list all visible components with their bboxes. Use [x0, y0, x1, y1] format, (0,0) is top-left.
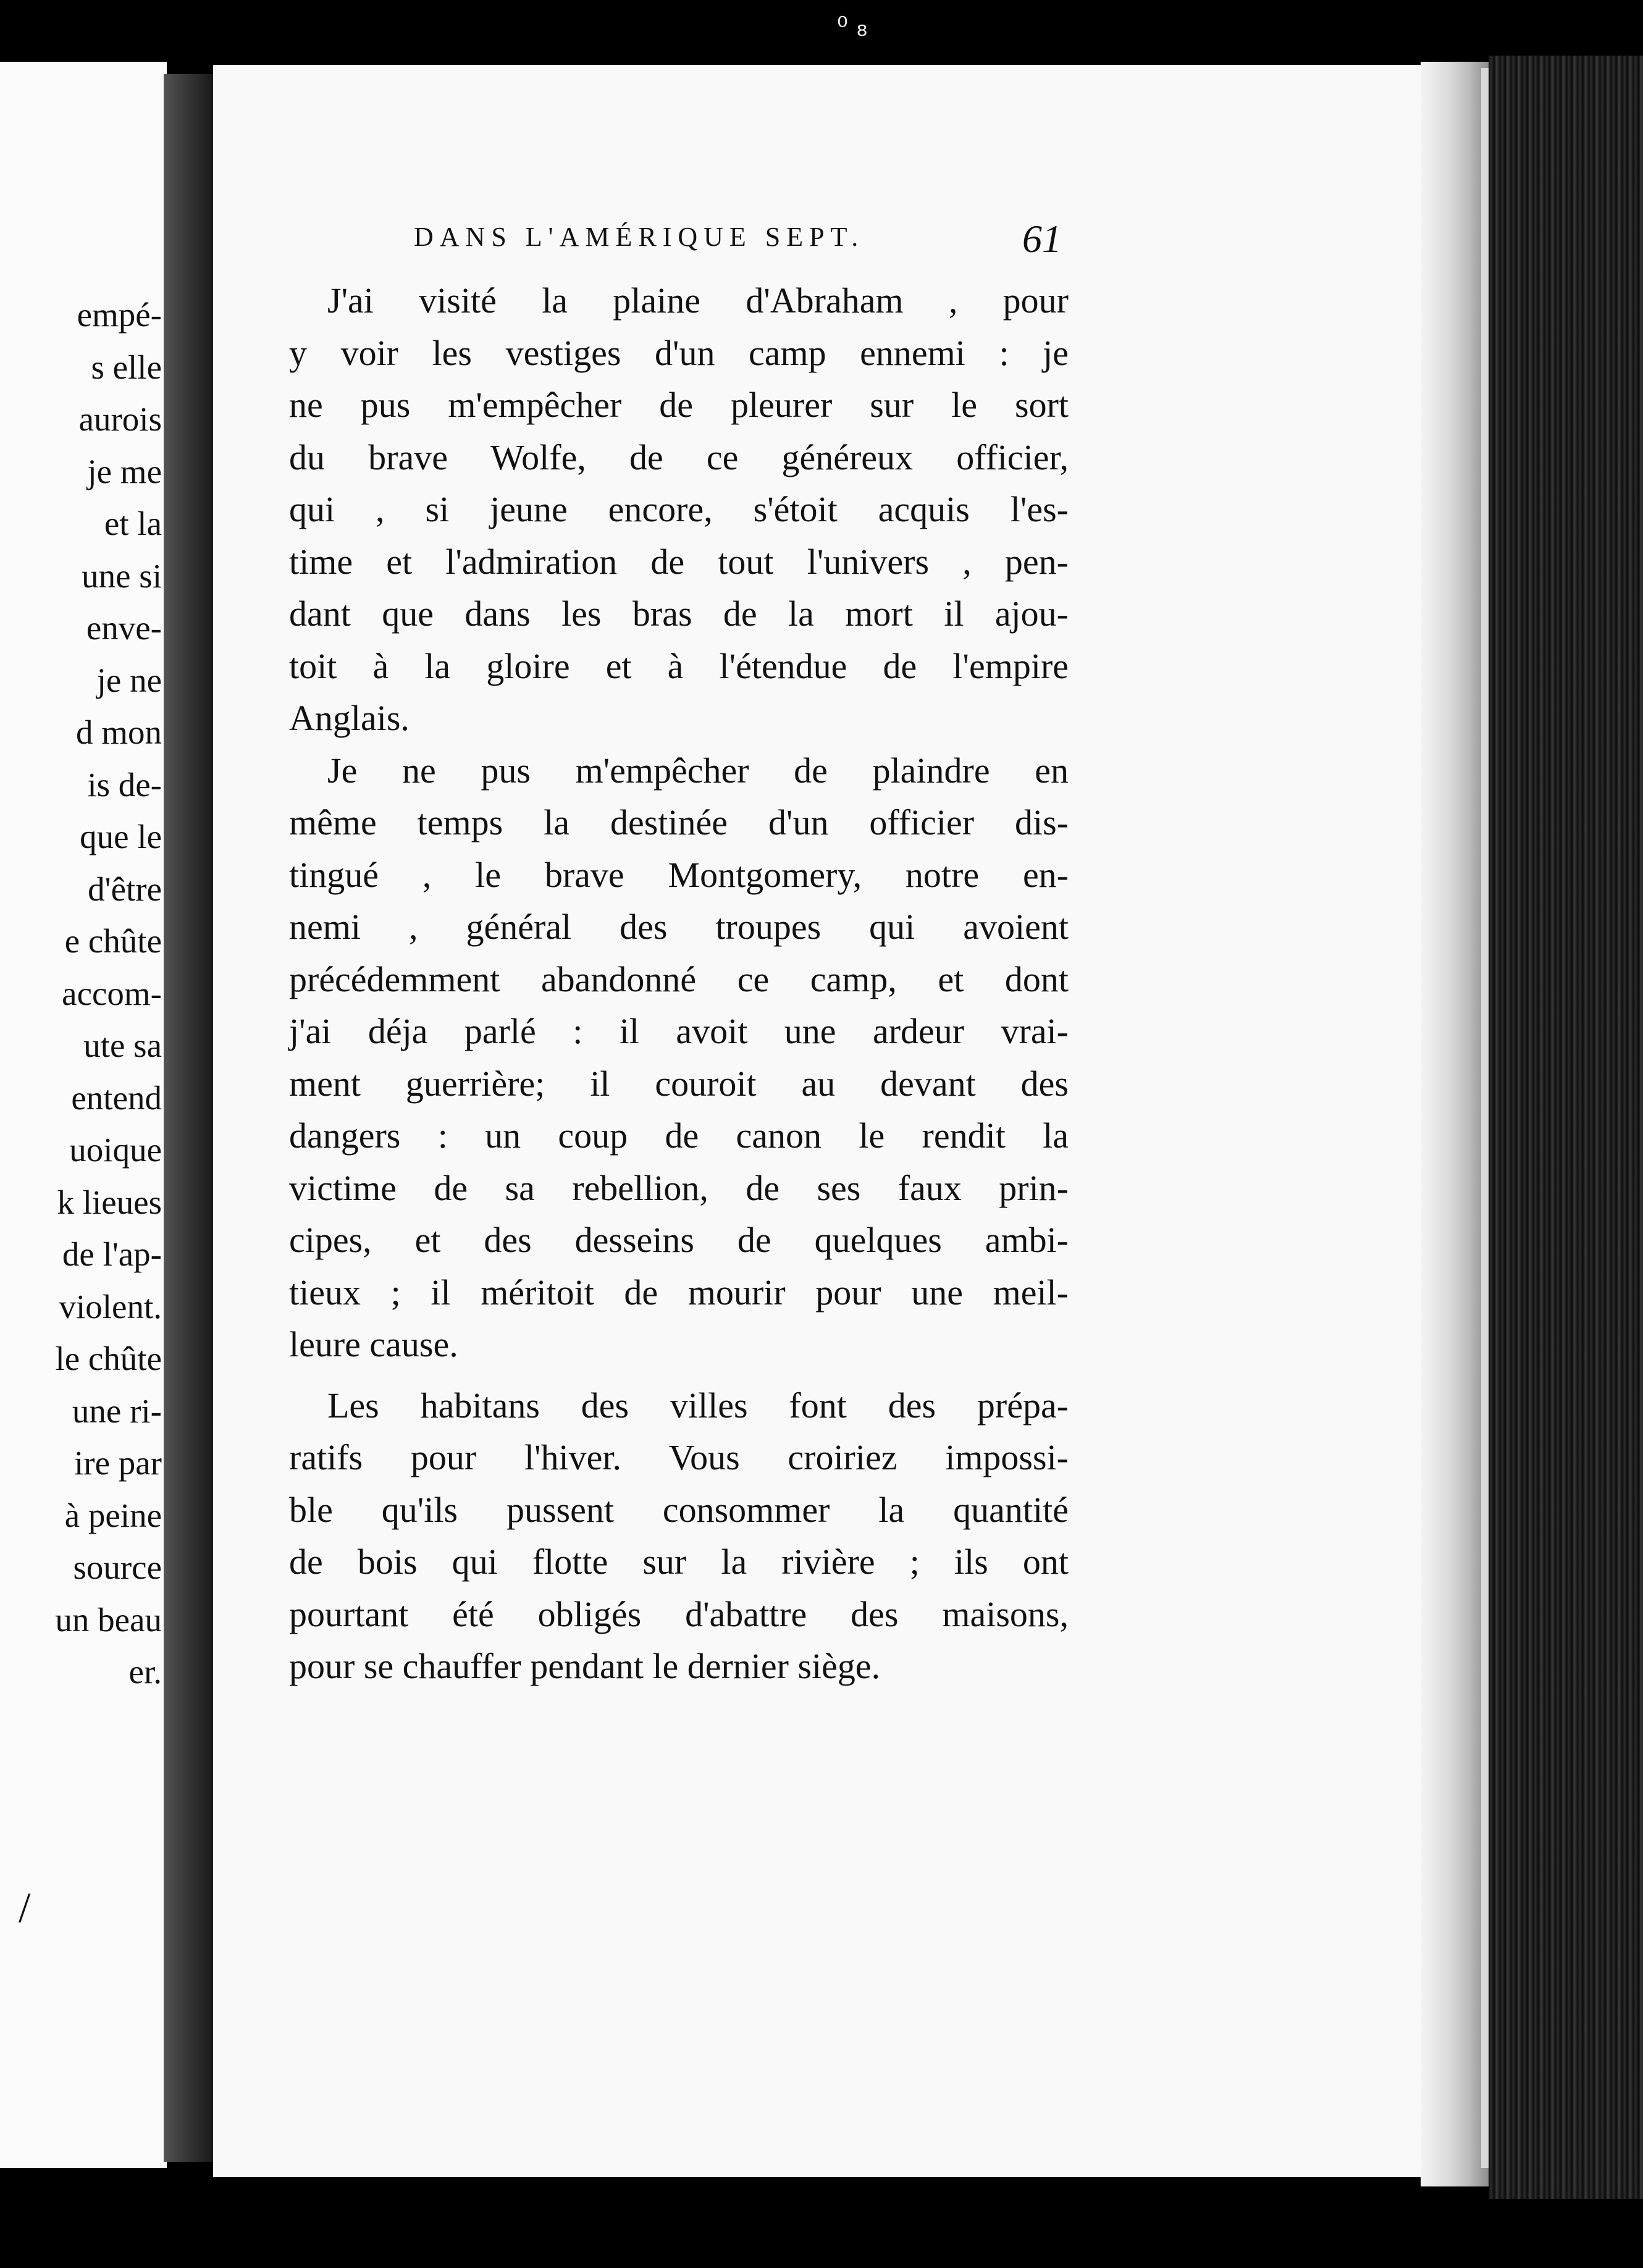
text-line: pour se chauffer pendant le dernier siège. — [289, 1646, 881, 1686]
left-page-text-line: une si — [82, 556, 162, 595]
text-line: ne pus m'empêcher de pleurer sur le sort — [289, 385, 1069, 425]
page-number: 61 — [1022, 217, 1062, 261]
text-line: y voir les vestiges d'un camp ennemi : je — [289, 332, 1069, 373]
text-line: ratifs pour l'hiver. Vous croiriez impossi- — [289, 1437, 1069, 1477]
left-facing-page — [0, 62, 167, 2168]
left-page-text-line: le chûte — [55, 1340, 162, 1377]
left-page-text-line: je me — [87, 452, 162, 490]
left-page-text-line: je ne — [96, 661, 162, 699]
left-page-text-line: e chûte — [64, 922, 162, 960]
left-page-text-line: empé- — [77, 296, 162, 334]
text-line: leure cause. — [289, 1324, 458, 1364]
left-page-mark: / — [19, 1884, 31, 1932]
text-line: ble qu'ils pussent consommer la quantité — [289, 1489, 1069, 1530]
left-page-text-line: un beau — [55, 1600, 162, 1639]
book-gutter — [164, 74, 213, 2162]
text-line: Je ne pus m'empêcher de plaindre en — [327, 750, 1069, 791]
left-page-text-line: source — [73, 1548, 162, 1586]
text-line: qui , si jeune encore, s'étoit acquis l'es- — [289, 489, 1069, 529]
left-page-text-line: et la — [104, 505, 162, 542]
left-page-text-line: is de- — [87, 765, 162, 804]
book-fore-edge — [1489, 56, 1643, 2199]
left-page-text-line: er. — [128, 1653, 162, 1690]
text-line: pourtant été obligés d'abattre des maisons, — [289, 1594, 1069, 1634]
left-page-text-line: violent. — [59, 1287, 162, 1325]
left-page-text-line: d'être — [88, 870, 162, 908]
text-line: toit à la gloire et à l'étendue de l'empire — [289, 645, 1069, 686]
text-line: tieux ; il méritoit de mourir pour une meil- — [289, 1272, 1069, 1312]
text-line: de bois qui flotte sur la rivière ; ils ont — [289, 1542, 1069, 1582]
left-page-text-line: ire par — [74, 1444, 162, 1482]
left-page-text-line: k lieues — [57, 1183, 162, 1221]
left-page-text-line: accom- — [62, 974, 162, 1012]
text-line: précédemment abandonné ce camp, et dont — [289, 959, 1069, 999]
text-line: ment guerrière; il couroit au devant des — [289, 1063, 1069, 1104]
text-line: j'ai déja parlé : il avoit une ardeur vrai- — [289, 1011, 1069, 1051]
left-page-text-line: ute sa — [83, 1027, 162, 1064]
left-page-text-line: d mon — [75, 713, 162, 751]
text-line: dant que dans les bras de la mort il ajou- — [289, 594, 1069, 634]
left-page-text-line: aurois — [78, 400, 162, 438]
page-edge-highlight — [1481, 68, 1489, 2168]
text-line: cipes, et des desseins de quelques ambi- — [289, 1220, 1069, 1260]
text-line: du brave Wolfe, de ce généreux officier, — [289, 437, 1069, 477]
left-page-text-line: que le — [80, 818, 162, 855]
running-head-title: DANS L'AMÉRIQUE SEPT. — [414, 222, 865, 252]
left-page-text-line: à peine — [64, 1496, 162, 1534]
text-line: même temps la destinée d'un officier dis- — [289, 802, 1069, 842]
left-page-text-line: une ri- — [72, 1392, 162, 1430]
text-line: victime de sa rebellion, de ses faux prin- — [289, 1167, 1069, 1208]
left-page-text-line: uoique — [69, 1131, 162, 1169]
left-page-text-line: s elle — [91, 348, 162, 386]
left-page-text-line: de l'ap- — [62, 1235, 162, 1273]
left-page-text-line: enve- — [86, 609, 162, 647]
text-line: Anglais. — [289, 698, 410, 738]
text-line: nemi , général des troupes qui avoient — [289, 907, 1069, 947]
text-line: dangers : un coup de canon le rendit la — [289, 1115, 1069, 1156]
running-head — [0, 217, 1062, 264]
text-line: J'ai visité la plaine d'Abraham , pour — [327, 280, 1069, 321]
body-text — [289, 275, 1069, 1693]
text-line: time et l'admiration de tout l'univers , pen- — [289, 541, 1069, 582]
text-line: tingué , le brave Montgomery, notre en- — [289, 854, 1069, 895]
text-line: Les habitans des villes font des prépa- — [327, 1385, 1069, 1426]
scanner-mark: ⁰ ₈ — [837, 11, 868, 43]
left-page-text-line: entend — [71, 1078, 162, 1117]
page-edge-shadow — [1421, 62, 1489, 2186]
